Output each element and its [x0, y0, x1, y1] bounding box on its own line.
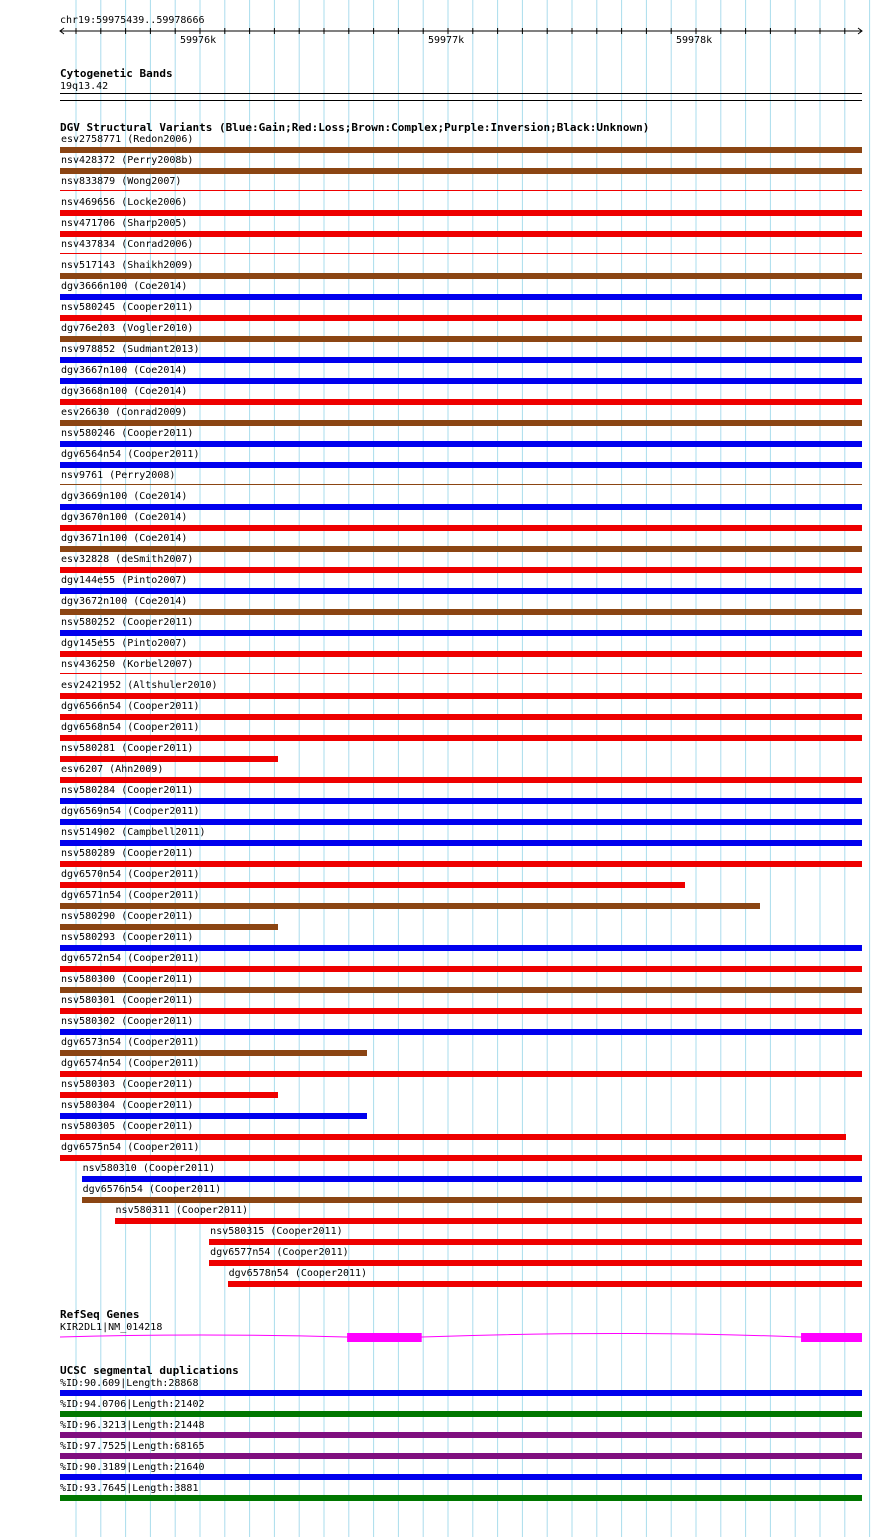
variant-label[interactable]: dgv6570n54 (Cooper2011) — [61, 869, 200, 880]
variant-label[interactable]: dgv6569n54 (Cooper2011) — [61, 806, 200, 817]
variant-bar[interactable] — [60, 588, 862, 594]
variant-label[interactable]: esv2758771 (Redon2006) — [61, 134, 194, 145]
variant-bar[interactable] — [60, 231, 862, 237]
variant-bar[interactable] — [60, 190, 862, 191]
segdup-bar[interactable] — [60, 1495, 862, 1501]
variant-label[interactable]: esv2421952 (Altshuler2010) — [61, 680, 218, 691]
variant-label[interactable]: dgv3668n100 (Coe2014) — [61, 386, 188, 397]
segdup-bar[interactable] — [60, 1411, 862, 1417]
variant-label[interactable]: dgv6573n54 (Cooper2011) — [61, 1037, 200, 1048]
variant-label[interactable]: nsv580300 (Cooper2011) — [61, 974, 194, 985]
variant-label[interactable]: dgv3671n100 (Coe2014) — [61, 533, 188, 544]
variant-bar[interactable] — [60, 253, 862, 254]
segdup-label[interactable]: %ID:90.609|Length:28868 — [60, 1378, 199, 1389]
variant-bar[interactable] — [60, 735, 862, 741]
segdup-label[interactable]: %ID:96.3213|Length:21448 — [60, 1420, 205, 1431]
variant-label[interactable]: nsv580289 (Cooper2011) — [61, 848, 194, 859]
segdup-bar[interactable] — [60, 1453, 862, 1459]
variant-label[interactable]: dgv6571n54 (Cooper2011) — [61, 890, 200, 901]
variant-bar[interactable] — [60, 987, 862, 993]
variant-bar[interactable] — [228, 1281, 862, 1287]
segdup-label[interactable]: %ID:94.0706|Length:21402 — [60, 1399, 205, 1410]
variant-label[interactable]: dgv3666n100 (Coe2014) — [61, 281, 188, 292]
variant-bar[interactable] — [209, 1260, 862, 1266]
variant-label[interactable]: nsv580315 (Cooper2011) — [210, 1226, 343, 1237]
variant-label[interactable]: dgv3670n100 (Coe2014) — [61, 512, 188, 523]
segdup-label[interactable]: %ID:93.7645|Length:3881 — [60, 1483, 199, 1494]
variant-bar[interactable] — [60, 819, 862, 825]
variant-label[interactable]: dgv76e203 (Vogler2010) — [61, 323, 194, 334]
variant-label[interactable]: nsv580290 (Cooper2011) — [61, 911, 194, 922]
variant-bar[interactable] — [60, 651, 862, 657]
variant-label[interactable]: nsv580293 (Cooper2011) — [61, 932, 194, 943]
variant-label[interactable]: nsv580246 (Cooper2011) — [61, 428, 194, 439]
variant-label[interactable]: nsv580301 (Cooper2011) — [61, 995, 194, 1006]
variant-bar[interactable] — [60, 1134, 846, 1140]
variant-bar[interactable] — [60, 294, 862, 300]
variant-label[interactable]: dgv3672n100 (Coe2014) — [61, 596, 188, 607]
variant-bar[interactable] — [60, 673, 862, 674]
dgv-track-title: DGV Structural Variants (Blue:Gain;Red:Loss;Brown:Complex;Purple:Inversion;Black:Unknown) — [60, 121, 650, 134]
variant-label[interactable]: nsv580305 (Cooper2011) — [61, 1121, 194, 1132]
segdup-bar[interactable] — [60, 1390, 862, 1396]
variant-label[interactable]: nsv517143 (Shaikh2009) — [61, 260, 194, 271]
variant-bar[interactable] — [60, 1155, 862, 1161]
variant-bar[interactable] — [60, 882, 685, 888]
variant-label[interactable]: dgv6575n54 (Cooper2011) — [61, 1142, 200, 1153]
variant-label[interactable]: nsv978852 (Sudmant2013) — [61, 344, 200, 355]
variant-label[interactable]: nsv580303 (Cooper2011) — [61, 1079, 194, 1090]
variant-bar[interactable] — [60, 693, 862, 699]
variant-label[interactable]: nsv580302 (Cooper2011) — [61, 1016, 194, 1027]
variant-bar[interactable] — [60, 1071, 862, 1077]
ruler-tick-label: 59978k — [676, 35, 713, 46]
cytoband-label: 19q13.42 — [60, 81, 109, 92]
cytoband-line — [60, 93, 862, 94]
variant-bar[interactable] — [60, 336, 862, 342]
variant-label[interactable]: nsv580304 (Cooper2011) — [61, 1100, 194, 1111]
variant-bar[interactable] — [60, 798, 862, 804]
variant-bar[interactable] — [60, 525, 862, 531]
variant-label[interactable]: nsv9761 (Perry2008) — [61, 470, 176, 481]
variant-bar[interactable] — [60, 1029, 862, 1035]
variant-bar[interactable] — [209, 1239, 862, 1245]
segdup-bar[interactable] — [60, 1432, 862, 1438]
refseq-track-title: RefSeq Genes — [60, 1308, 140, 1321]
variant-label[interactable]: dgv6574n54 (Cooper2011) — [61, 1058, 200, 1069]
variant-bar[interactable] — [60, 1113, 367, 1119]
variant-label[interactable]: nsv471706 (Sharp2005) — [61, 218, 188, 229]
ruler-tick-label: 59976k — [180, 35, 217, 46]
variant-label[interactable]: dgv6564n54 (Cooper2011) — [61, 449, 200, 460]
variant-label[interactable]: dgv3669n100 (Coe2014) — [61, 491, 188, 502]
variant-bar[interactable] — [60, 378, 862, 384]
gene-intron — [60, 1334, 862, 1338]
variant-label[interactable]: dgv6576n54 (Cooper2011) — [82, 1184, 222, 1195]
variant-bar[interactable] — [60, 966, 862, 972]
variant-bar[interactable] — [60, 630, 862, 636]
variant-bar[interactable] — [115, 1218, 862, 1224]
variant-label[interactable]: nsv580311 (Cooper2011) — [115, 1205, 248, 1216]
variant-label[interactable]: nsv580245 (Cooper2011) — [61, 302, 194, 313]
variant-bar[interactable] — [82, 1176, 862, 1182]
variant-bar[interactable] — [60, 315, 862, 321]
variant-bar[interactable] — [60, 714, 862, 720]
variant-label[interactable]: dgv144e55 (Pinto2007) — [61, 575, 188, 586]
variant-label[interactable]: nsv469656 (Locke2006) — [61, 197, 188, 208]
variant-bar[interactable] — [60, 924, 278, 930]
variant-bar[interactable] — [60, 462, 862, 468]
variant-bar[interactable] — [60, 484, 862, 485]
variant-bar[interactable] — [60, 1092, 278, 1098]
gene-model[interactable] — [0, 1328, 890, 1348]
variant-label[interactable]: nsv580284 (Cooper2011) — [61, 785, 194, 796]
ruler-tick-label: 59977k — [428, 35, 465, 46]
variant-bar[interactable] — [60, 567, 862, 573]
variant-bar[interactable] — [82, 1197, 862, 1203]
variant-bar[interactable] — [60, 903, 760, 909]
variant-bar[interactable] — [60, 147, 862, 153]
variant-label[interactable]: dgv6572n54 (Cooper2011) — [61, 953, 200, 964]
variant-label[interactable]: nsv436250 (Korbel2007) — [61, 659, 194, 670]
variant-label[interactable]: nsv514902 (Campbell2011) — [61, 827, 206, 838]
variant-label[interactable]: dgv6568n54 (Cooper2011) — [61, 722, 200, 733]
variant-bar[interactable] — [60, 168, 862, 174]
segdup-label[interactable]: %ID:90.3189|Length:21640 — [60, 1462, 205, 1473]
variant-label[interactable]: esv26630 (Conrad2009) — [61, 407, 188, 418]
variant-bar[interactable] — [60, 357, 862, 363]
variant-label[interactable]: dgv3667n100 (Coe2014) — [61, 365, 188, 376]
variant-label[interactable]: nsv437834 (Conrad2006) — [61, 239, 194, 250]
variant-label[interactable]: nsv580281 (Cooper2011) — [61, 743, 194, 754]
variant-bar[interactable] — [60, 1008, 862, 1014]
variant-bar[interactable] — [60, 504, 862, 510]
gene-label[interactable]: KIR2DL1|NM_014218 — [60, 1322, 163, 1333]
variant-label[interactable]: nsv833879 (Wong2007) — [61, 176, 182, 187]
variant-label[interactable]: nsv580310 (Cooper2011) — [82, 1163, 216, 1174]
variant-bar[interactable] — [60, 273, 862, 279]
variant-label[interactable]: dgv6577n54 (Cooper2011) — [210, 1247, 349, 1258]
segdup-label[interactable]: %ID:97.7525|Length:68165 — [60, 1441, 205, 1452]
segdup-track-title: UCSC segmental duplications — [60, 1364, 239, 1377]
variant-bar[interactable] — [60, 777, 862, 783]
variant-bar[interactable] — [60, 861, 862, 867]
variant-bar[interactable] — [60, 420, 862, 426]
variant-bar[interactable] — [60, 399, 862, 405]
variant-bar[interactable] — [60, 210, 862, 216]
variant-label[interactable]: dgv6578n54 (Cooper2011) — [228, 1268, 368, 1279]
variant-bar[interactable] — [60, 840, 862, 846]
variant-bar[interactable] — [60, 756, 278, 762]
variant-bar[interactable] — [60, 1050, 367, 1056]
variant-label[interactable]: nsv428372 (Perry2008b) — [61, 155, 194, 166]
variant-label[interactable]: dgv6566n54 (Cooper2011) — [61, 701, 200, 712]
region-label: chr19:59975439..59978666 — [60, 15, 205, 26]
variant-label[interactable]: dgv145e55 (Pinto2007) — [61, 638, 188, 649]
variant-label[interactable]: esv6207 (Ahn2009) — [61, 764, 164, 775]
track-separator — [60, 100, 862, 101]
gene-exon — [801, 1333, 862, 1342]
cytoband-track-title: Cytogenetic Bands — [60, 67, 173, 80]
variant-bar[interactable] — [60, 609, 862, 615]
variant-label[interactable]: nsv580252 (Cooper2011) — [61, 617, 194, 628]
variant-bar[interactable] — [60, 441, 862, 447]
variant-bar[interactable] — [60, 945, 862, 951]
variant-bar[interactable] — [60, 546, 862, 552]
variant-label[interactable]: esv32828 (deSmith2007) — [61, 554, 194, 565]
gene-exon — [347, 1333, 422, 1342]
segdup-bar[interactable] — [60, 1474, 862, 1480]
